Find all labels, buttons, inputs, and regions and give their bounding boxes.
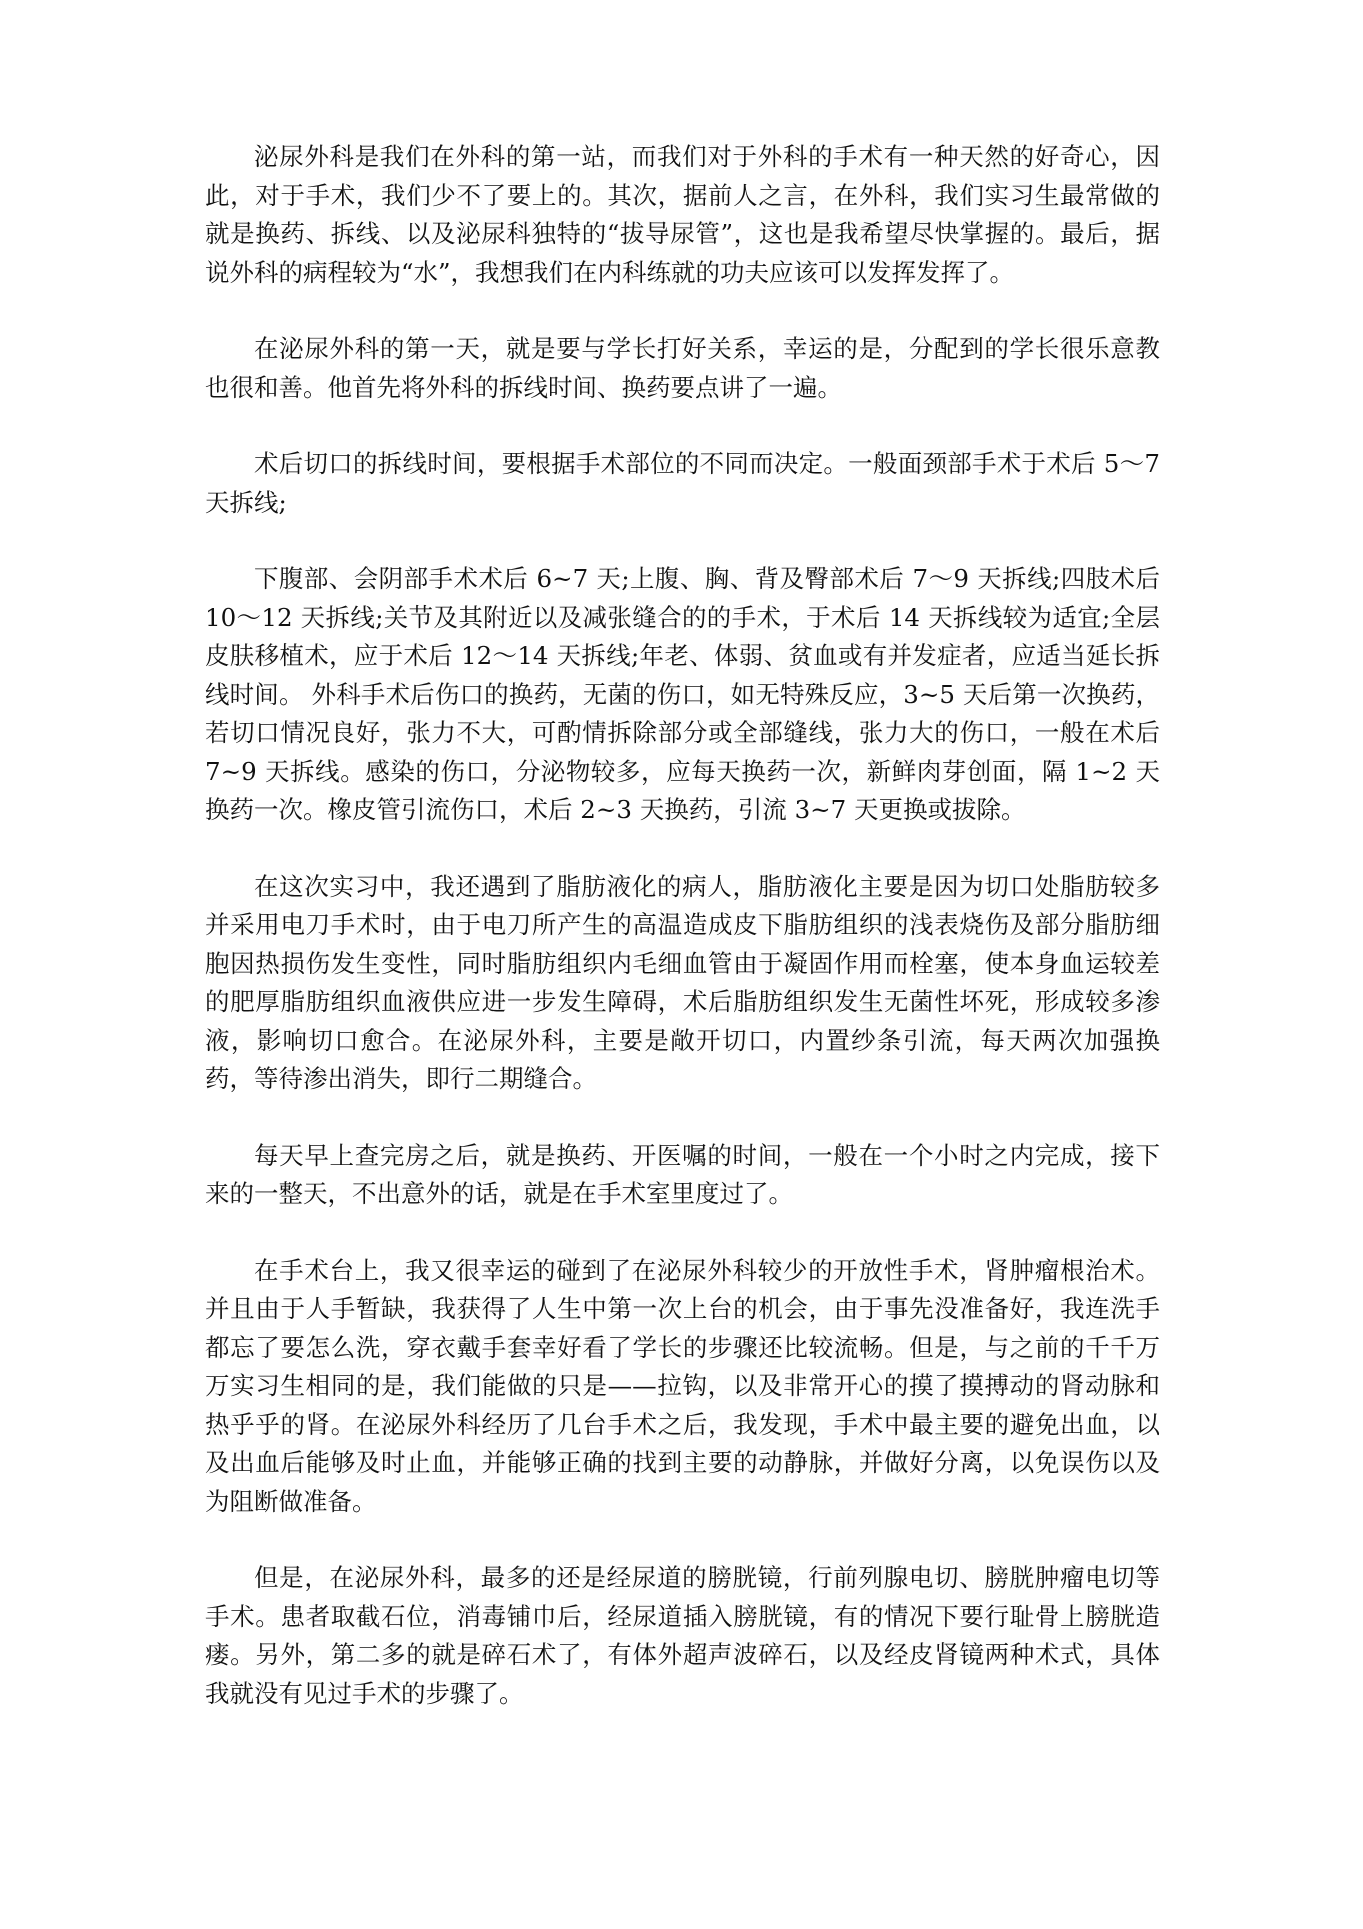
paragraph-6: 每天早上查完房之后，就是换药、开医嘱的时间，一般在一个小时之内完成，接下来的一整天，不出意外的话，就是在手术室里度过了。 [205, 1140, 1160, 1208]
paragraph-3: 术后切口的拆线时间，要根据手术部位的不同而决定。一般面颈部手术于术后 5～7 天拆线; [205, 449, 1160, 517]
paragraph-4: 下腹部、会阴部手术术后 6~7 天;上腹、胸、背及臀部术后 7～9 天拆线;四肢术后 10～12 天拆线;关节及其附近以及减张缝合的的手术，于术后 14 天拆线较为适宜;全层皮肤移植术，应于术后 12～14 天拆线;年老、体弱、贫血或有并发症者，应适当延长拆线时间。 外科手术后伤口的换药，无菌的伤口，如无特殊反应，3~5 天后第一次换药，若切口情况良好，张力不大，可酌情拆除部分或全部缝线，张力大的伤口，一般在术后 7~9 天拆线。感染的伤口，分泌物较多，应每天换药一次，新鲜肉芽创面，隔 1~2 天换药一次。橡皮管引流伤口，术后 2~3 天换药，引流 3~7 天更换或拔除。 [205, 564, 1160, 824]
paragraph-1: 泌尿外科是我们在外科的第一站，而我们对于外科的手术有一种天然的好奇心，因此，对于手术，我们少不了要上的。其次，据前人之言，在外科，我们实习生最常做的就是换药、拆线、以及泌尿科独特的“拔导尿管”，这也是我希望尽快掌握的。最后，据说外科的病程较为“水”，我想我们在内科练就的功夫应该可以发挥发挥了。 [205, 142, 1160, 287]
paragraph-5: 在这次实习中，我还遇到了脂肪液化的病人，脂肪液化主要是因为切口处脂肪较多并采用电刀手术时，由于电刀所产生的高温造成皮下脂肪组织的浅表烧伤及部分脂肪细胞因热损伤发生变性，同时脂肪组织内毛细血管由于凝固作用而栓塞，使本身血运较差的肥厚脂肪组织血液供应进一步发生障碍，术后脂肪组织发生无菌性坏死，形成较多渗液，影响切口愈合。在泌尿外科，主要是敞开切口，内置纱条引流，每天两次加强换药，等待渗出消失，即行二期缝合。 [205, 871, 1160, 1093]
paragraph-2: 在泌尿外科的第一天，就是要与学长打好关系，幸运的是，分配到的学长很乐意教也很和善。他首先将外科的拆线时间、换药要点讲了一遍。 [205, 334, 1160, 402]
paragraph-7: 在手术台上，我又很幸运的碰到了在泌尿外科较少的开放性手术，肾肿瘤根治术。并且由于人手暂缺，我获得了人生中第一次上台的机会，由于事先没准备好，我连洗手都忘了要怎么洗，穿衣戴手套幸好看了学长的步骤还比较流畅。但是，与之前的千千万万实习生相同的是，我们能做的只是——拉钩，以及非常开心的摸了摸搏动的肾动脉和热乎乎的肾。在泌尿外科经历了几台手术之后，我发现，手术中最主要的避免出血，以及出血后能够及时止血，并能够正确的找到主要的动静脉，并做好分离，以免误伤以及为阻断做准备。 [205, 1255, 1160, 1516]
paragraph-8: 但是，在泌尿外科，最多的还是经尿道的膀胱镜，行前列腺电切、膀胱肿瘤电切等手术。患者取截石位，消毒铺巾后，经尿道插入膀胱镜，有的情况下要行耻骨上膀胱造瘘。另外，第二多的就是碎石术了，有体外超声波碎石，以及经皮肾镜两种术式，具体我就没有见过手术的步骤了。 [205, 1563, 1160, 1708]
document-body [205, 138, 1160, 1713]
